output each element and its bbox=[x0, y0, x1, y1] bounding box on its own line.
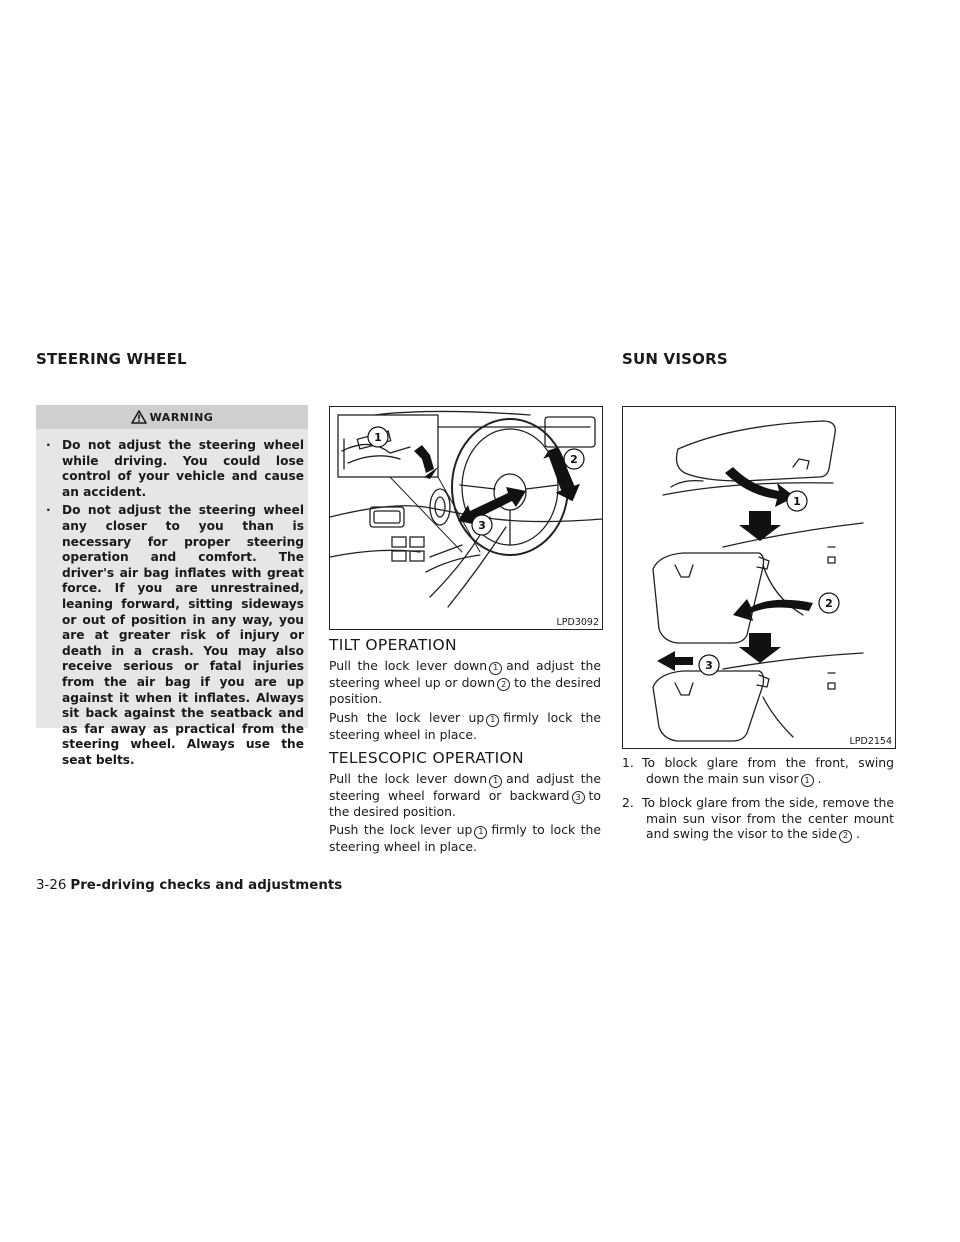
callout-circle: 3 bbox=[572, 791, 585, 804]
text: Push the lock lever up bbox=[329, 822, 473, 837]
callout-circle: 1 bbox=[489, 775, 502, 788]
tilt-paragraph-2 bbox=[329, 710, 601, 742]
warning-item bbox=[46, 503, 304, 768]
callout-label: 2 bbox=[825, 597, 833, 610]
step-number: 2. bbox=[622, 795, 634, 811]
callout-label: 1 bbox=[374, 431, 382, 444]
sun-visor-illustration bbox=[623, 407, 895, 748]
text: firmly lock the steering wheel in place. bbox=[329, 710, 601, 742]
step-text: To block glare from the side, remove the main sun visor from the center mount and swing the visor to the side bbox=[642, 795, 894, 842]
tilt-paragraph-1 bbox=[329, 658, 601, 707]
callout-circle: 1 bbox=[489, 662, 502, 675]
text: Pull the lock lever down bbox=[329, 771, 488, 786]
bullet: · bbox=[46, 503, 51, 518]
sun-visor-steps bbox=[622, 755, 894, 851]
page-footer bbox=[36, 878, 342, 893]
callout-label: 3 bbox=[705, 659, 713, 672]
text: Pull the lock lever down bbox=[329, 658, 488, 673]
bullet: · bbox=[46, 438, 51, 452]
warning-item-text: Do not adjust the steering wheel while driving. You could lose control of your vehicle and cause an accident. bbox=[62, 438, 304, 499]
telescopic-paragraph-1 bbox=[329, 771, 601, 820]
callout-label: 2 bbox=[570, 453, 578, 466]
step-end: . bbox=[856, 826, 861, 842]
figure-code: LPD3092 bbox=[556, 617, 599, 628]
callout-circle: 1 bbox=[474, 826, 487, 839]
warning-box bbox=[36, 405, 308, 767]
callout-circle: 2 bbox=[839, 830, 852, 843]
text: and adjust the steering wheel up or down bbox=[329, 658, 601, 690]
steering-wheel-illustration bbox=[330, 407, 602, 629]
callout-circle: 1 bbox=[801, 774, 814, 787]
telescopic-operation-heading: TELESCOPIC OPERATION bbox=[329, 749, 524, 767]
text: and adjust the steering wheel forward or backward bbox=[329, 771, 601, 803]
section-heading-sun-visors: SUN VISORS bbox=[622, 350, 728, 368]
step-text: To block glare from the front, swing down the main sun visor bbox=[642, 755, 894, 786]
section-heading-steering-wheel: STEERING WHEEL bbox=[36, 350, 187, 368]
figure-code: LPD2154 bbox=[849, 736, 892, 747]
chapter-title: Pre-driving checks and adjustments bbox=[70, 878, 343, 893]
warning-title: WARNING bbox=[149, 410, 214, 424]
sun-visor-figure bbox=[622, 406, 896, 749]
telescopic-paragraph-2 bbox=[329, 822, 601, 854]
step-item bbox=[622, 795, 894, 843]
steering-wheel-figure bbox=[329, 406, 603, 630]
callout-label: 1 bbox=[793, 495, 801, 508]
callout-label: 3 bbox=[478, 519, 486, 532]
tilt-operation-heading: TILT OPERATION bbox=[329, 636, 457, 654]
callout-circle: 2 bbox=[497, 678, 510, 691]
text: Push the lock lever up bbox=[329, 710, 485, 725]
step-end: . bbox=[817, 770, 822, 786]
text: to the desired position. bbox=[329, 787, 601, 819]
step-number: 1. bbox=[622, 755, 634, 770]
warning-list bbox=[46, 438, 304, 771]
warning-item bbox=[46, 438, 304, 500]
step-item bbox=[622, 755, 894, 787]
callout-circle: 1 bbox=[486, 714, 499, 727]
warning-triangle-icon bbox=[131, 410, 147, 424]
text: firmly to lock the steering wheel in place. bbox=[329, 822, 601, 854]
warning-header bbox=[36, 405, 308, 429]
text: to the desired position. bbox=[329, 674, 601, 706]
warning-item-text: Do not adjust the steering wheel any closer to you than is necessary for proper steering operation and comfort. The driver's air bag inflates with great force. If you are unrestrained, leaning forward, sitting sideways or out of position in any way, you are at greater risk of injury or death in a crash. You may also receive serious or fatal injuries from the air bag if you are up against it when it inflates. Always sit back against the seatback and as far away as practical from the steering wheel. Always use the seat belts. bbox=[62, 503, 304, 767]
page-number: 3-26 bbox=[36, 878, 67, 893]
